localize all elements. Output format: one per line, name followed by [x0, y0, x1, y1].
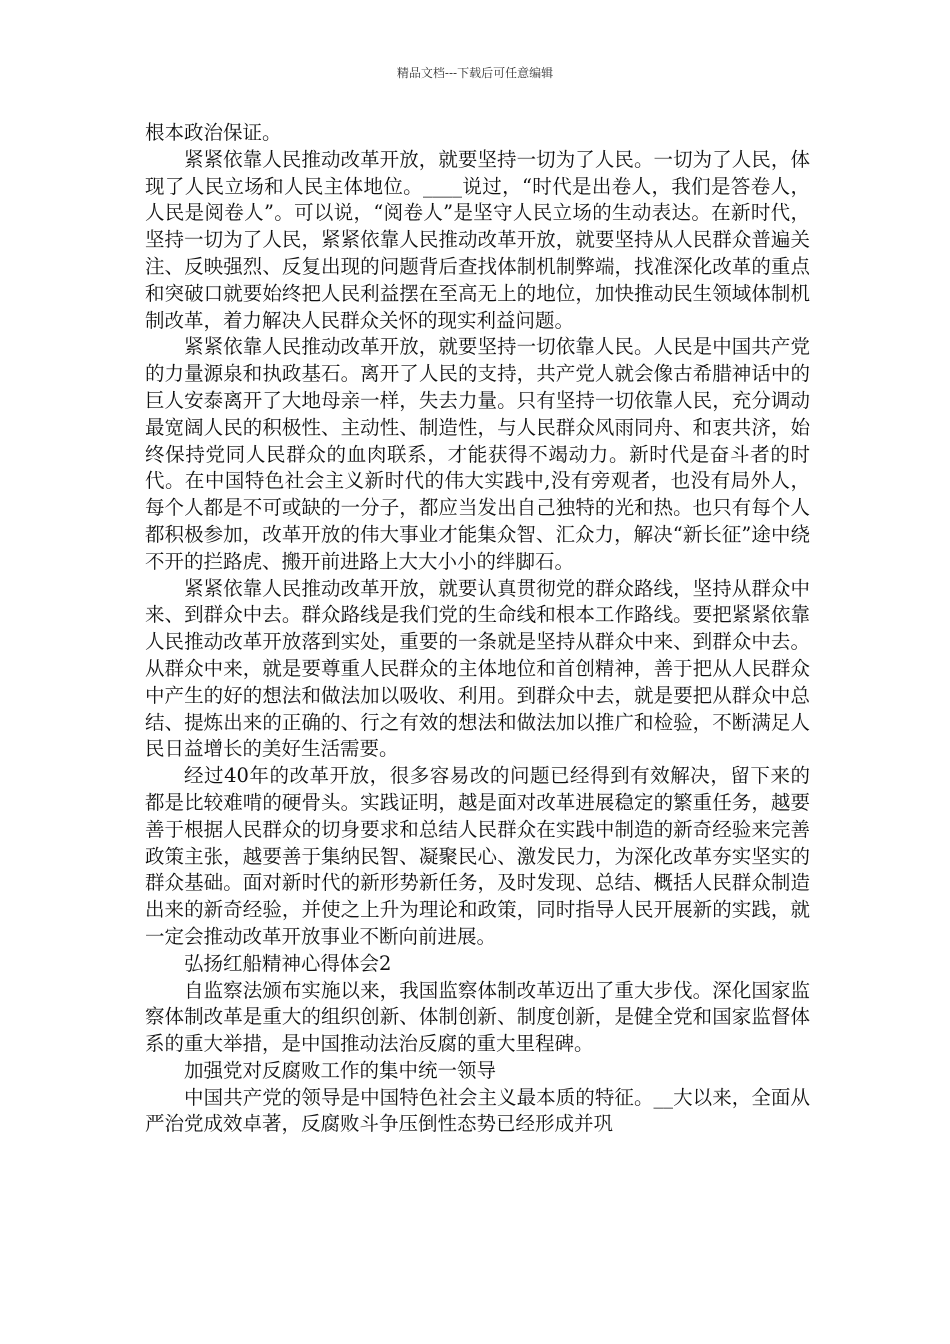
paragraph: 中国共产党的领导是中国特色社会主义最本质的特征。__大以来，全面从严治党成效卓著，反腐败斗争压倒性态势已经形成并巩 [145, 1085, 810, 1136]
paragraph: 经过40年的改革开放，很多容易改的问题已经得到有效解决，留下来的都是比较难啃的硬骨头。实践证明，越是面对改革进展稳定的繁重任务，越要善于根据人民群众的切身要求和总结人民群众在实践中制造的新奇经验来完善政策主张，越要善于集纳民智、凝聚民心、激发民力，为深化改革夯实坚实的群众基础。面对新时代的新形势新任务，及时发现、总结、概括人民群众制造出来的新奇经验，并使之上升为理论和政策，同时指导人民开展新的实践，就一定会推动改革开放事业不断向前进展。 [145, 764, 810, 948]
document-body [145, 120, 810, 1138]
section-title: 弘扬红船精神心得体会2 [184, 951, 392, 975]
paragraph: 紧紧依靠人民推动改革开放，就要坚持一切依靠人民。人民是中国共产党的力量源泉和执政基石。离开了人民的支持，共产党人就会像古希腊神话中的巨人安泰离开了大地母亲一样，失去力量。只有坚持一切依靠人民，充分调动最宽阔人民的积极性、主动性、制造性，与人民群众风雨同舟、和衷共济，始终保持党同人民群众的血肉联系，才能获得不竭动力。新时代是奋斗者的时代。在中国特色社会主义新时代的伟大实践中,没有旁观者，也没有局外人，每个人都是不可或缺的一分子，都应当发出自己独特的光和热。也只有每个人都积极参加，改革开放的伟大事业才能集众智、汇众力，解决“新长征”途中绕不开的拦路虎、搬开前进路上大大小小的绊脚石。 [145, 335, 810, 573]
paragraph: 自监察法颁布实施以来，我国监察体制改革迈出了重大步伐。深化国家监察体制改革是重大的组织创新、体制创新、制度创新，是健全党和国家监督体系的重大举措，是中国推动法治反腐的重大里程碑。 [145, 978, 810, 1056]
paragraph: 紧紧依靠人民推动改革开放，就要坚持一切为了人民。一切为了人民，体现了人民立场和人民主体地位。____说过，“时代是出卷人，我们是答卷人，人民是阅卷人”。可以说，“阅卷人”是坚守人民立场的生动表达。在新时代，坚持一切为了人民，紧紧依靠人民推动改革开放，就要坚持从人民群众普遍关注、反映强烈、反复出现的问题背后查找体制机制弊端，找准深化改革的重点和突破口就要始终把人民利益摆在至高无上的地位，加快推动民生领域体制机制改革，着力解决人民群众关怀的现实利益问题。 [145, 147, 810, 332]
paragraph: 紧紧依靠人民推动改革开放，就要认真贯彻党的群众路线，坚持从群众中来、到群众中去。群众路线是我们党的生命线和根本工作路线。要把紧紧依靠人民推动改革开放落到实处，重要的一条就是坚持从群众中来、到群众中去。从群众中来，就是要尊重人民群众的主体地位和首创精神，善于把从人民群众中产生的好的想法和做法加以吸收、利用。到群众中去，就是要把从群众中总结、提炼出来的正确的、行之有效的想法和做法加以推广和检验，不断满足人民日益增长的美好生活需要。 [145, 576, 810, 761]
section-heading: 加强党对反腐败工作的集中统一领导 [184, 1058, 497, 1082]
paragraph: 根本政治保证。 [145, 121, 282, 144]
page-header: 精品文档---下载后可任意编辑 [396, 66, 554, 80]
